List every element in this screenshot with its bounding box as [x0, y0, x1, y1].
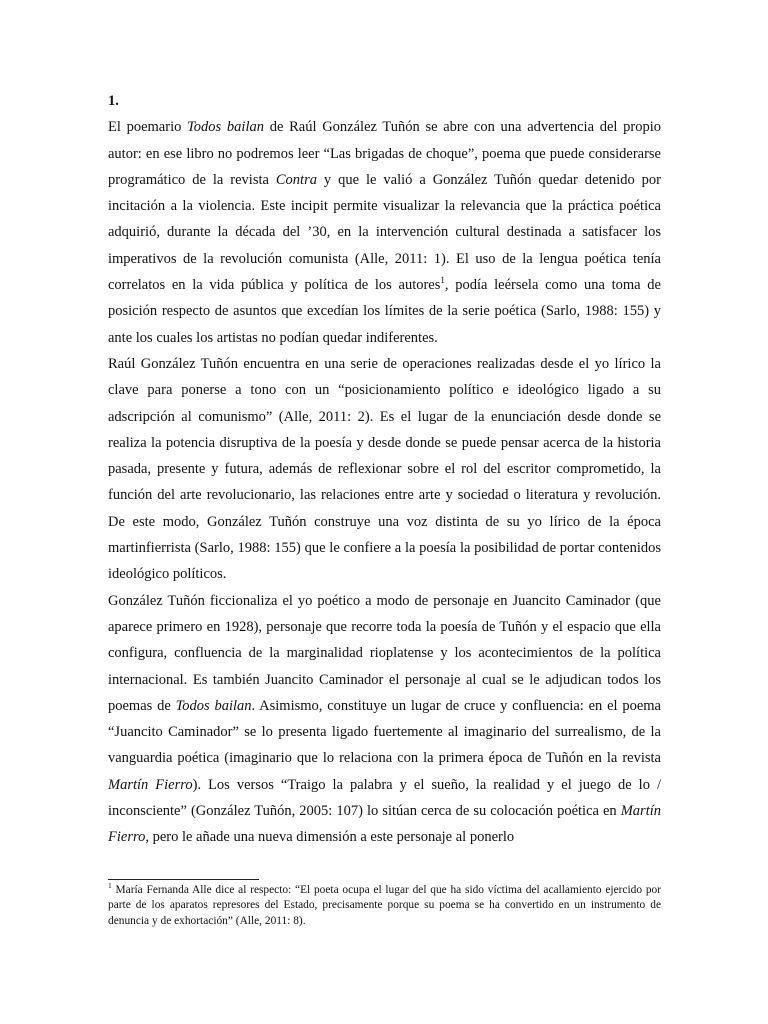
text-run: , podía leérsela como una toma de posición respecto de asuntos que excedían los límites de la serie poética (Sarlo, 1988: 155) y ante los cuales los artistas no podían quedar indiferentes. [108, 277, 661, 346]
footnote-marker: 1 [440, 275, 445, 286]
text-run: de Raúl González Tuñón se abre con una advertencia del propio autor: en ese libro no podremos leer “Las brigadas de choque”, poema que puede considerarse programático de la revista [108, 119, 662, 188]
paragraph-1 [108, 114, 661, 351]
footnote-1 [108, 883, 661, 929]
text-run: El poemario [108, 119, 188, 136]
text-run: ). Los versos “Traigo la palabra y el sueño, la realidad y el juego de lo / inconsciente” (González Tuñón, 2005: 107) lo sitúan cerca de su colocación poética en [108, 776, 661, 820]
footnote-marker: 1 [108, 881, 112, 891]
italic-title: Martín Fierro [108, 776, 193, 793]
text-run: Raúl González Tuñón encuentra en una serie de operaciones realizadas desde el yo lírico la clave para ponerse a tono con un “posicionamiento político e ideológico ligado a su adscripción al comunismo” (Alle, 2011: 2). Es el lugar de la enunciación desde donde se realiza la potencia disruptiva de la poesía y desde donde se puede pensar acerca de la historia pasada, presente y futura, además de reflexionar sobre el rol del escritor comprometido, la función del arte revolucionario, las relaciones entre arte y sociedad o literatura y revolución. De este modo, González Tuñón construye una voz distinta de su yo lírico de la época martinfierrista (Sarlo, 1988: 155) que le confiere a la poesía la posibilidad de portar contenidos ideológico políticos. [108, 355, 661, 583]
paragraph-3 [108, 588, 661, 851]
text-run: , pero le añade una nueva dimensión a este personaje al ponerlo [145, 829, 515, 846]
italic-title: Martín Fierro [108, 803, 661, 846]
section-number: 1. [108, 93, 119, 109]
text-run: María Fernanda Alle dice al respecto: “El poeta ocupa el lugar del que ha sido víctima del acallamiento ejercido por parte de los aparatos represores del Estado, precisamente porque su poema se ha convertido en un instrumento de denuncia y de exhortación” (Alle, 2011: 8). [108, 884, 661, 927]
italic-title: Todos bailan [187, 119, 264, 136]
paragraph-2 [108, 351, 661, 588]
footnote-separator [108, 879, 259, 880]
document-body [108, 88, 661, 851]
text-run: y que le valió a González Tuñón quedar detenido por incitación a la violencia. Este incipit permite visualizar la relevancia que la práctica poética adquirió, durante la década del ’30, en la intervención cultural destinada a satisfacer los imperativos de la revolución comunista (Alle, 2011: 1). El uso de la lengua poética tenía correlatos en la vida pública y política de los autores [108, 171, 661, 294]
italic-title: Contra [275, 171, 317, 188]
text-run: . Asimismo, constituye un lugar de cruce y confluencia: en el poema “Juancito Caminador” se lo presenta ligado fuertemente al imaginario del surrealismo, de la vanguardia poética (imaginario que lo relaciona con la primera época de Tuñón en la revista [108, 697, 661, 767]
italic-title: Todos bailan [175, 697, 252, 714]
text-run: González Tuñón ficcionaliza el yo poético a modo de personaje en Juancito Caminador (que aparece primero en 1928), personaje que recorre toda la poesía de Tuñón y el espacio que ella configura, confluencia de la marginalidad rioplatense y los acontecimientos de la política internacional. Es también Juancito Caminador el personaje al cual se le adjudican todos los poemas de [108, 592, 661, 714]
